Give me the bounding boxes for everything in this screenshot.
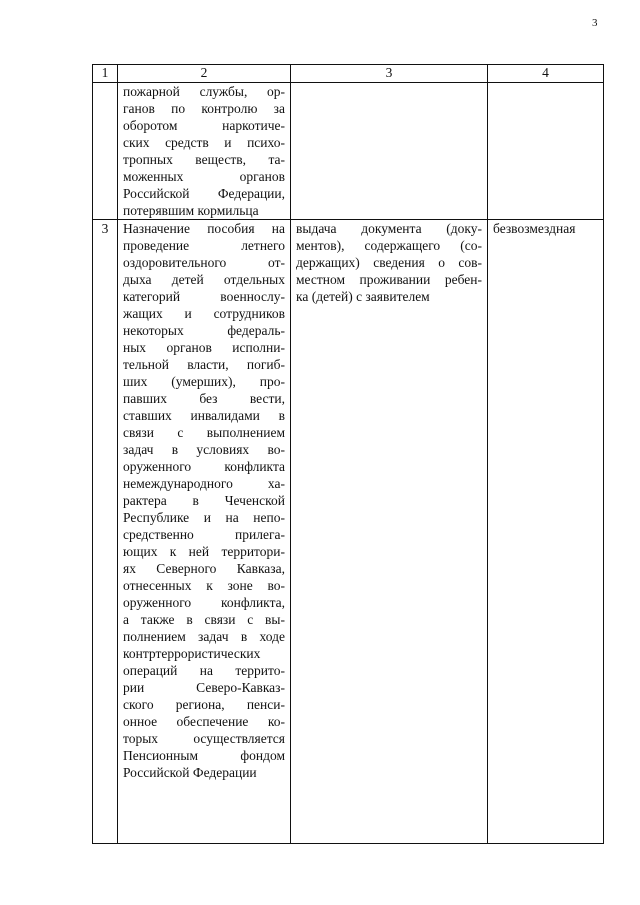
document-text-line: держащих) сведения о сов- xyxy=(296,255,482,270)
service-text-line: операций на террито- xyxy=(123,663,285,678)
service-text-line: ставших инвалидами в xyxy=(123,408,285,423)
service-text-line: немеждународного ха- xyxy=(123,476,285,491)
document-cell xyxy=(291,220,488,844)
service-text-line: оборотом наркотиче- xyxy=(123,118,285,133)
service-text-line: средственно прилега- xyxy=(123,527,285,542)
service-text-line: дыха детей отдельных xyxy=(123,272,285,287)
document-cell xyxy=(291,83,488,220)
service-text-line: оздоровительного от- xyxy=(123,255,285,270)
row-number-cell xyxy=(93,83,118,220)
services-table xyxy=(92,64,604,844)
document-text-line: местном проживании ребен- xyxy=(296,272,482,287)
service-name-cell xyxy=(118,220,291,844)
service-text-line: задач в условиях во- xyxy=(123,442,285,457)
service-text-line: Пенсионным фондом xyxy=(123,748,285,763)
header-row xyxy=(93,65,604,83)
service-text-line: Российской Федерации, xyxy=(123,186,285,201)
header-col-1: 1 xyxy=(93,65,118,83)
service-text-line: пожарной службы, ор- xyxy=(123,84,285,99)
service-text-line: жащих и сотрудников xyxy=(123,306,285,321)
service-text-line: ских средств и психо- xyxy=(123,135,285,150)
service-text-line: онное обеспечение ко- xyxy=(123,714,285,729)
service-text-line: моженных органов xyxy=(123,169,285,184)
page-number: 3 xyxy=(592,17,598,29)
service-text-line: ных органов исполни- xyxy=(123,340,285,355)
document-text-line: ментов), содержащего (со- xyxy=(296,238,482,253)
document-text-line: ка (детей) с заявителем xyxy=(296,289,430,304)
header-col-2: 2 xyxy=(118,65,291,83)
service-text-line: ющих к ней территори- xyxy=(123,544,285,559)
header-col-3: 3 xyxy=(291,65,488,83)
service-text-line: рактера в Чеченской xyxy=(123,493,285,508)
service-text-line: связи с выполнением xyxy=(123,425,285,440)
document-text-line: выдача документа (доку- xyxy=(296,221,482,236)
service-text-line: торых осуществляется xyxy=(123,731,285,746)
service-text-line: отнесенных к зоне во- xyxy=(123,578,285,593)
service-text-line: проведение летнего xyxy=(123,238,285,253)
payment-cell: безвозмездная xyxy=(488,220,604,844)
service-text-line: рии Северо-Кавказ- xyxy=(123,680,285,695)
service-text-line: категорий военнослу- xyxy=(123,289,285,304)
service-text-line: Республике и на непо- xyxy=(123,510,285,525)
service-text-line: ях Северного Кавказа, xyxy=(123,561,285,576)
row-number-cell: 3 xyxy=(93,220,118,844)
service-text-line: полнением задач в ходе xyxy=(123,629,285,644)
service-text-line: тропных веществ, та- xyxy=(123,152,285,167)
table-row xyxy=(93,220,604,844)
header-col-4: 4 xyxy=(488,65,604,83)
service-name-cell xyxy=(118,83,291,220)
service-text-line: ганов по контролю за xyxy=(123,101,285,116)
service-text-line: а также в связи с вы- xyxy=(123,612,285,627)
service-text-line: некоторых федераль- xyxy=(123,323,285,338)
service-text-line: контртеррористических xyxy=(123,646,261,661)
service-text-line: ского региона, пенси- xyxy=(123,697,285,712)
service-text-line: Российской Федерации xyxy=(123,765,257,780)
service-text-line: оруженного конфликта, xyxy=(123,595,285,610)
service-text-line: оруженного конфликта xyxy=(123,459,285,474)
service-text-line: потерявшим кормильца xyxy=(123,203,259,218)
service-text-line: тельной власти, погиб- xyxy=(123,357,285,372)
service-text-line: Назначение пособия на xyxy=(123,221,285,236)
service-text-line: павших без вести, xyxy=(123,391,285,406)
service-text-line: ших (умерших), про- xyxy=(123,374,285,389)
table-row xyxy=(93,83,604,220)
payment-cell xyxy=(488,83,604,220)
